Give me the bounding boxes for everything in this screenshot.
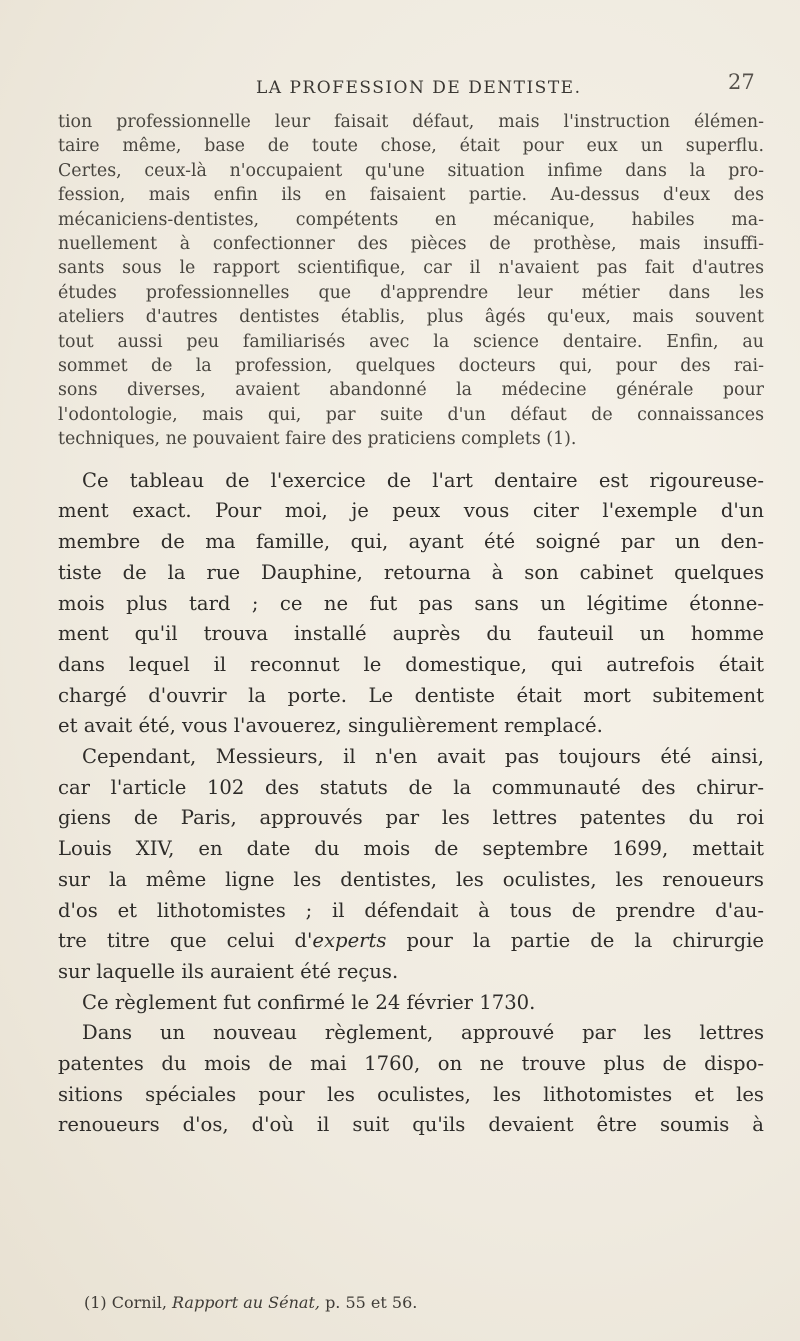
text-line: car l'article 102 des statuts de la communauté des chirur- (58, 775, 764, 799)
text-line: Louis XIV, en date du mois de septembre 1699, mettait (58, 837, 764, 861)
footnote-title: Rapport au Sénat, (172, 1293, 320, 1312)
text-line: sons diverses, avaient abandonné la médecine générale pour (58, 380, 764, 401)
text-line: et avait été, vous l'avouerez, singulièrement remplacé. (58, 714, 603, 738)
text-fragment: tre titre que celui d' (58, 929, 313, 953)
text-line: Ce règlement fut confirmé le 24 février 1730. (82, 990, 536, 1014)
text-line: d'os et lithotomistes ; il défendait à tous de prendre d'au- (58, 898, 764, 922)
paragraph-5 (58, 1018, 764, 1141)
text-line: sants sous le rapport scientifique, car il n'avaient pas fait d'autres (58, 258, 764, 279)
text-line: dans lequel il reconnut le domestique, qui autrefois était (58, 652, 764, 676)
text-line: ment qu'il trouva installé auprès du fauteuil un homme (58, 622, 764, 646)
paragraph-3 (58, 742, 764, 988)
text-line: nuellement à confectionner des pièces de prothèse, mais insuffi- (58, 234, 764, 255)
paragraph-1 (58, 110, 764, 452)
text-fragment: pour la partie de la chirurgie (386, 929, 764, 953)
italic-term: experts (312, 929, 387, 953)
body-text (58, 110, 764, 1141)
text-line: patentes du mois de mai 1760, on ne trouve plus de dispo- (58, 1052, 764, 1076)
text-line: Dans un nouveau règlement, approuvé par les lettres (82, 1021, 764, 1045)
text-line: chargé d'ouvrir la porte. Le dentiste était mort subitement (58, 683, 764, 707)
text-line: l'odontologie, mais qui, par suite d'un défaut de connaissances (58, 404, 764, 425)
text-line: techniques, ne pouvaient faire des praticiens complets (1). (58, 429, 577, 450)
text-line: Cependant, Messieurs, il n'en avait pas toujours été ainsi, (82, 745, 764, 769)
text-line: sur la même ligne les dentistes, les oculistes, les renoueurs (58, 867, 764, 891)
text-line: taire même, base de toute chose, était pour eux un superflu. (58, 136, 764, 157)
text-line: ateliers d'autres dentistes établis, plus âgés qu'eux, mais souvent (58, 307, 764, 328)
paragraph-2 (58, 466, 764, 742)
footnote (84, 1293, 417, 1312)
text-line: membre de ma famille, qui, ayant été soigné par un den- (58, 530, 764, 554)
text-line: sitions spéciales pour les oculistes, les lithotomistes et les (58, 1082, 764, 1106)
text-line: tiste de la rue Dauphine, retourna à son cabinet quelques (58, 560, 764, 584)
page-number: 27 (728, 70, 755, 94)
text-line (58, 926, 764, 957)
footnote-marker: (1) (84, 1293, 107, 1312)
paragraph-4 (58, 988, 764, 1019)
text-line: mécaniciens-dentistes, compétents en mécanique, habiles ma- (58, 209, 764, 230)
text-line: ment exact. Pour moi, je peux vous citer l'exemple d'un (58, 499, 764, 523)
text-line: tion professionnelle leur faisait défaut, mais l'instruction élémen- (58, 112, 764, 132)
text-line: tout aussi peu familiarisés avec la science dentaire. Enfin, au (58, 331, 764, 352)
footnote-author: Cornil, (111, 1293, 167, 1312)
text-line: giens de Paris, approuvés par les lettres patentes du roi (58, 806, 764, 830)
running-title: LA PROFESSION DE DENTISTE. (256, 78, 582, 98)
text-line: sommet de la profession, quelques docteurs qui, pour des rai- (58, 356, 764, 377)
text-line: mois plus tard ; ce ne fut pas sans un légitime étonne- (58, 591, 764, 615)
running-head (0, 70, 800, 108)
footnote-pages: p. 55 et 56. (325, 1293, 418, 1312)
text-line: fession, mais enfin ils en faisaient partie. Au-dessus d'eux des (58, 185, 764, 206)
main-text (58, 466, 764, 1141)
text-line: sur laquelle ils auraient été reçus. (58, 959, 399, 983)
text-line: Certes, ceux-là n'occupaient qu'une situation infime dans la pro- (58, 160, 764, 181)
text-line: renoueurs d'os, d'où il suit qu'ils devaient être soumis à (58, 1113, 764, 1137)
text-line: études professionnelles que d'apprendre leur métier dans les (58, 282, 764, 303)
text-line: Ce tableau de l'exercice de l'art dentaire est rigoureuse- (82, 468, 764, 492)
